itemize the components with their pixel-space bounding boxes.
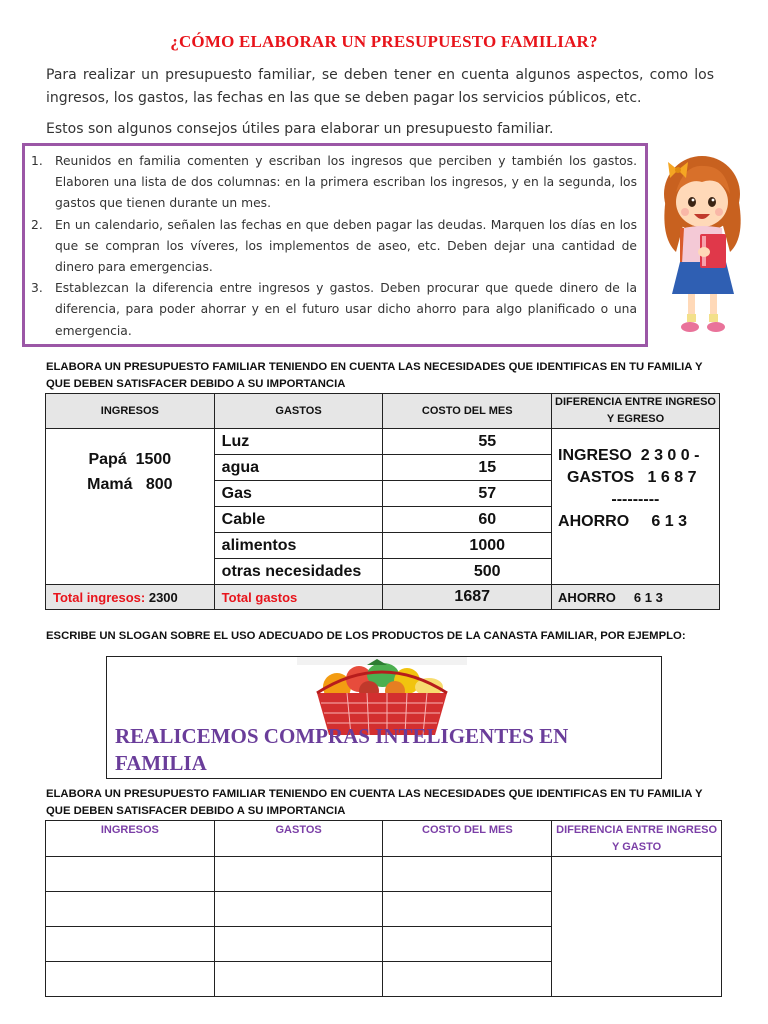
ingresos-input-cell[interactable] — [46, 962, 215, 997]
diferencia-input-cell[interactable] — [552, 857, 722, 997]
diferencia-line: AHORRO 6 1 3 — [558, 513, 687, 530]
ingresos-input-cell[interactable] — [46, 857, 215, 892]
total-costo-value: 1687 — [383, 585, 552, 610]
table-row — [46, 857, 722, 892]
tip-text: Reunidos en familia comenten y escriban los ingresos que perciben y también los gastos. Elaboren una lista de dos columnas: en la primera escriban los ingresos, y en la segunda, los gastos que tienen durante un mes. — [55, 154, 637, 211]
header-costo: COSTO DEL MES — [383, 394, 552, 429]
gastos-input-cell[interactable] — [214, 892, 383, 927]
tip-number: 1. — [31, 154, 43, 168]
table-row — [46, 429, 720, 455]
budget-table-empty — [45, 820, 722, 997]
tip-text: En un calendario, señalen las fechas en que deben pagar las deudas. Marquen los días en los que se compran los víveres, los implementos de aseo, etc. Deben dejar una cantidad de dinero para emergencias. — [55, 217, 637, 275]
tip-number: 2. — [31, 217, 43, 232]
ingreso-line: Mamá 800 — [87, 476, 173, 493]
costo-cell: 15 — [383, 455, 552, 481]
costo-cell: 55 — [383, 429, 552, 455]
diferencia-line: --------- — [558, 491, 660, 508]
section1-heading: ELABORA UN PRESUPUESTO FAMILIAR TENIENDO EN CUENTA LAS NECESIDADES QUE IDENTIFICAS EN TU FAMILIA Y QUE DEBEN SATISFACER DEBIDO A SU IMPORTANCIA — [46, 361, 703, 390]
diferencia-line: GASTOS 1 6 8 7 — [558, 469, 697, 486]
gasto-cell: alimentos — [214, 533, 383, 559]
table-header-row — [46, 821, 722, 857]
slogan-text: REALICEMOS COMPRAS INTELIGENTES EN FAMILIA — [115, 724, 569, 775]
ingresos-cell — [46, 429, 215, 585]
total-ingresos-cell — [46, 585, 215, 610]
ingresos-input-cell[interactable] — [46, 892, 215, 927]
header-gastos: GASTOS — [214, 394, 383, 429]
costo-cell: 500 — [383, 559, 552, 585]
costo-input-cell[interactable] — [383, 857, 552, 892]
ingreso-line: Papá 1500 — [88, 451, 172, 468]
total-diferencia-value: AHORRO 6 1 3 — [552, 585, 720, 610]
header-diferencia: DIFERENCIA ENTRE INGRESO Y GASTO — [552, 821, 722, 857]
total-gastos-label: Total gastos — [214, 585, 383, 610]
tip-item — [31, 151, 637, 215]
tip-number: 3. — [31, 281, 43, 296]
costo-input-cell[interactable] — [383, 962, 552, 997]
gasto-cell: agua — [214, 455, 383, 481]
slogan-box — [106, 656, 662, 779]
gasto-cell: Gas — [214, 481, 383, 507]
intro-paragraph: Para realizar un presupuesto familiar, se deben tener en cuenta algunos aspectos, como los ingresos, los gastos, las fechas en las que se deben pagar los servicios públicos, etc. — [46, 67, 714, 106]
tip-item — [31, 278, 637, 342]
ingresos-input-cell[interactable] — [46, 927, 215, 962]
gastos-input-cell[interactable] — [214, 857, 383, 892]
header-gastos: GASTOS — [214, 821, 383, 857]
tip-text: Establezcan la diferencia entre ingresos y gastos. Deben procurar que quede dinero de la diferencia, para poder ahorrar y en el futuro usar dicho ahorro para algo planificado o una emergencia. — [55, 281, 637, 338]
header-diferencia: DIFERENCIA ENTRE INGRESO Y EGRESO — [552, 394, 720, 429]
budget-table-filled — [45, 393, 720, 610]
costo-cell: 60 — [383, 507, 552, 533]
section2-heading: ELABORA UN PRESUPUESTO FAMILIAR TENIENDO EN CUENTA LAS NECESIDADES QUE IDENTIFICAS EN TU FAMILIA Y QUE DEBEN SATISFACER DEBIDO A SU IMPORTANCIA — [46, 788, 703, 817]
total-ingresos-value: 2300 — [148, 589, 178, 605]
gasto-cell: Cable — [214, 507, 383, 533]
diferencia-line: INGRESO 2 3 0 0 - — [558, 447, 700, 464]
total-row — [46, 585, 720, 610]
table-header-row — [46, 394, 720, 429]
tips-list — [31, 151, 637, 342]
header-ingresos: INGRESOS — [46, 394, 215, 429]
girl-with-book-illustration — [654, 152, 754, 342]
slogan-prompt: ESCRIBE UN SLOGAN SOBRE EL USO ADECUADO DE LOS PRODUCTOS DE LA CANASTA FAMILIAR, POR EJEMPLO: — [46, 630, 686, 642]
page-title: ¿CÓMO ELABORAR UN PRESUPUESTO FAMILIAR? — [170, 32, 598, 51]
tips-box — [22, 143, 648, 347]
costo-cell: 1000 — [383, 533, 552, 559]
tip-item — [31, 215, 637, 279]
gasto-cell: Luz — [214, 429, 383, 455]
header-costo: COSTO DEL MES — [383, 821, 552, 857]
diferencia-cell — [552, 429, 720, 585]
tips-lead: Estos son algunos consejos útiles para elaborar un presupuesto familiar. — [46, 121, 554, 137]
costo-input-cell[interactable] — [383, 927, 552, 962]
costo-input-cell[interactable] — [383, 892, 552, 927]
costo-cell: 57 — [383, 481, 552, 507]
gastos-input-cell[interactable] — [214, 962, 383, 997]
total-ingresos-label: Total ingresos: — [53, 589, 146, 605]
gastos-input-cell[interactable] — [214, 927, 383, 962]
header-ingresos: INGRESOS — [46, 821, 215, 857]
gasto-cell: otras necesidades — [214, 559, 383, 585]
